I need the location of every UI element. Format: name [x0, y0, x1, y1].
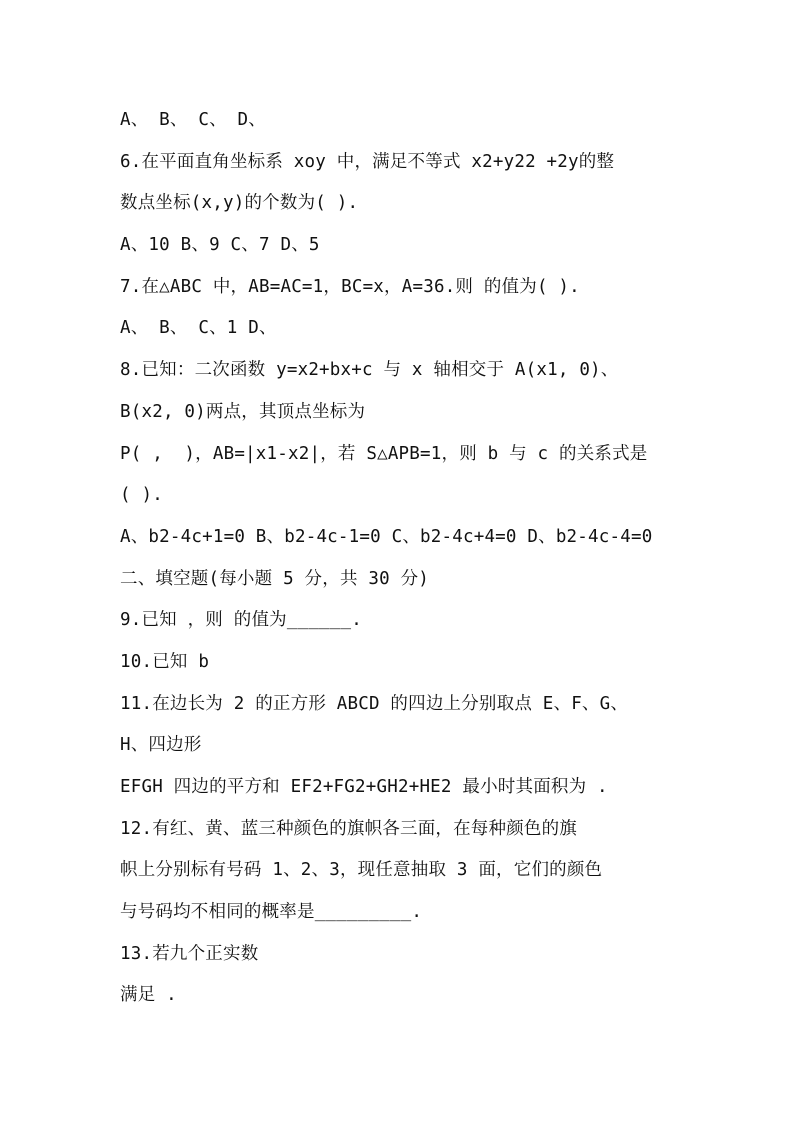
question-7: 7.在△ABC 中，AB=AC=1，BC=x，A=36.则 的值为( ). — [120, 276, 580, 297]
question-13-line-2: 满足 . — [120, 985, 177, 1006]
question-8-line-2: B(x2, 0)两点，其顶点坐标为 — [120, 401, 366, 422]
question-6-line-2: 数点坐标(x,y)的个数为( ). — [120, 193, 359, 214]
answer-options-q6: A、10 B、9 C、7 D、5 — [120, 235, 320, 256]
answer-options-q8: A、b2-4c+1=0 B、b2-4c-1=0 C、b2-4c+4=0 D、b2-4c-4=0 — [120, 526, 653, 547]
question-8-line-3: P( , )，AB=|x1-x2|，若 S△APB=1，则 b 与 c 的关系式是 — [120, 443, 648, 464]
answer-options-q7: A、 B、 C、1 D、 — [120, 318, 277, 339]
question-12-line-1: 12.有红、黄、蓝三种颜色的旗帜各三面，在每种颜色的旗 — [120, 818, 578, 839]
answer-options-q5: A、 B、 C、 D、 — [120, 110, 266, 130]
document-body — [120, 100, 680, 1017]
question-12-line-3: 与号码均不相同的概率是_________. — [120, 902, 423, 923]
question-10: 10.已知 b — [120, 651, 210, 672]
question-8-line-4: ( ). — [120, 485, 163, 506]
question-9: 9.已知 ，则 的值为______. — [120, 610, 362, 631]
section-heading: 二、填空题(每小题 5 分，共 30 分) — [120, 568, 430, 589]
question-11-line-2: H、四边形 — [120, 735, 202, 756]
question-8-line-1: 8.已知：二次函数 y=x2+bx+c 与 x 轴相交于 A(x1, 0)、 — [120, 360, 619, 381]
question-6-line-1: 6.在平面直角坐标系 xoy 中，满足不等式 x2+y22 +2y的整 — [120, 151, 615, 172]
question-12-line-2: 帜上分别标有号码 1、2、3，现任意抽取 3 面，它们的颜色 — [120, 860, 603, 881]
question-11-line-1: 11.在边长为 2 的正方形 ABCD 的四边上分别取点 E、F、G、 — [120, 693, 629, 714]
question-13-line-1: 13.若九个正实数 — [120, 943, 259, 964]
question-11-line-3: EFGH 四边的平方和 EF2+FG2+GH2+HE2 最小时其面积为 . — [120, 777, 608, 797]
